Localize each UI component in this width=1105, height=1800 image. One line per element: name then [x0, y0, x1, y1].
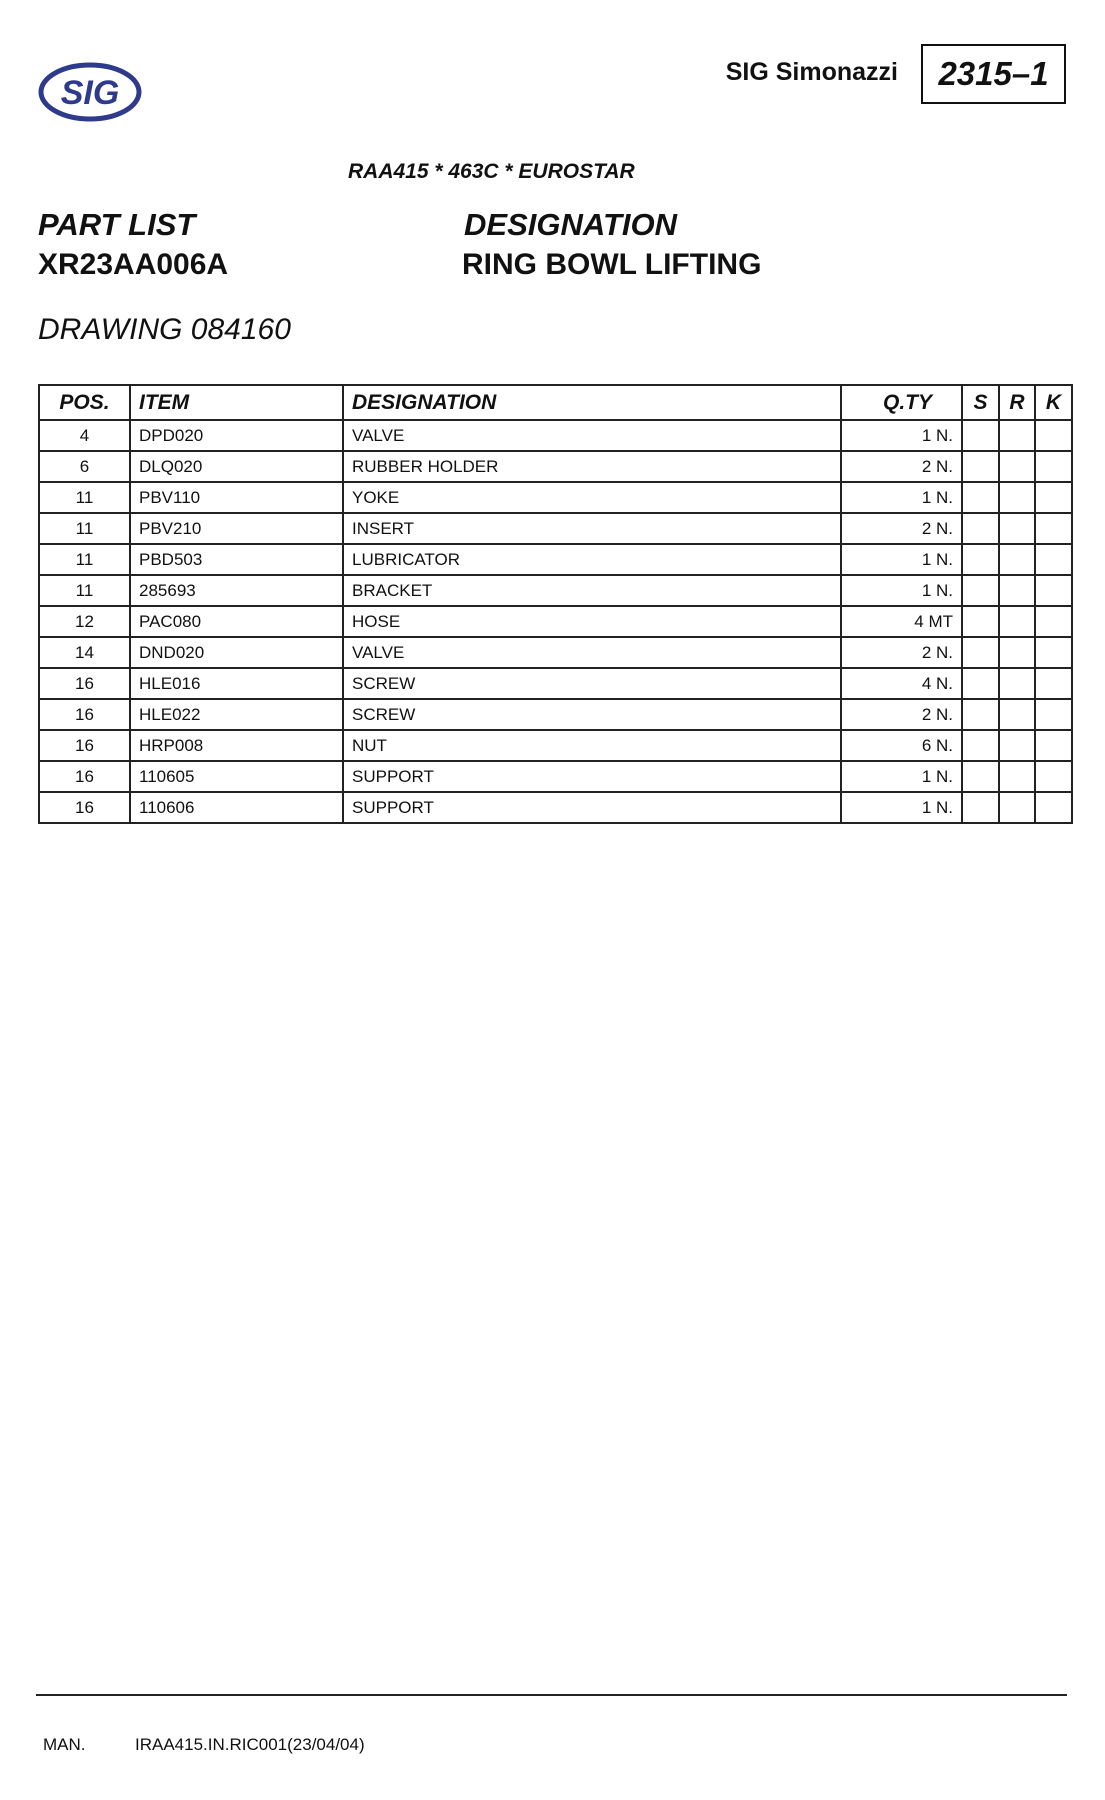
row-s: [962, 637, 999, 668]
row-pos: 14: [39, 637, 130, 668]
parts-table: [38, 384, 1073, 824]
row-designation: NUT: [343, 730, 841, 761]
row-r: [999, 606, 1035, 637]
row-s: [962, 544, 999, 575]
row-r: [999, 792, 1035, 823]
row-pos: 11: [39, 513, 130, 544]
row-pos: 11: [39, 544, 130, 575]
table-row: [39, 482, 1072, 513]
row-r: [999, 513, 1035, 544]
row-k: [1035, 668, 1072, 699]
header-designation: DESIGNATION: [343, 385, 841, 420]
row-item: PBV110: [130, 482, 343, 513]
row-qty: 6 N.: [841, 730, 962, 761]
row-pos: 4: [39, 420, 130, 451]
header-pos: POS.: [39, 385, 130, 420]
row-r: [999, 637, 1035, 668]
row-s: [962, 420, 999, 451]
row-r: [999, 451, 1035, 482]
row-qty: 4 N.: [841, 668, 962, 699]
row-designation: VALVE: [343, 637, 841, 668]
row-pos: 16: [39, 668, 130, 699]
part-list-label: PART LIST: [38, 207, 196, 242]
row-s: [962, 575, 999, 606]
row-qty: 1 N.: [841, 792, 962, 823]
header-qty: Q.TY: [841, 385, 962, 420]
table-row: [39, 730, 1072, 761]
row-s: [962, 730, 999, 761]
row-k: [1035, 792, 1072, 823]
row-qty: 1 N.: [841, 761, 962, 792]
designation-label: DESIGNATION: [464, 207, 677, 242]
sig-logo: [38, 62, 142, 122]
row-pos: 11: [39, 482, 130, 513]
row-pos: 11: [39, 575, 130, 606]
row-designation: YOKE: [343, 482, 841, 513]
row-k: [1035, 482, 1072, 513]
row-k: [1035, 730, 1072, 761]
row-item: 110605: [130, 761, 343, 792]
page-number: 2315–1: [921, 44, 1066, 104]
row-r: [999, 575, 1035, 606]
row-qty: 2 N.: [841, 699, 962, 730]
brand-name: SIG Simonazzi: [725, 58, 898, 86]
row-qty: 1 N.: [841, 575, 962, 606]
table-row: [39, 668, 1072, 699]
row-r: [999, 544, 1035, 575]
row-designation: INSERT: [343, 513, 841, 544]
header-s: S: [962, 385, 999, 420]
row-pos: 16: [39, 730, 130, 761]
row-qty: 2 N.: [841, 637, 962, 668]
sig-logo-text: SIG: [60, 74, 120, 112]
row-pos: 16: [39, 761, 130, 792]
row-k: [1035, 637, 1072, 668]
table-row: [39, 606, 1072, 637]
row-item: HLE016: [130, 668, 343, 699]
row-qty: 1 N.: [841, 420, 962, 451]
row-qty: 4 MT: [841, 606, 962, 637]
row-s: [962, 451, 999, 482]
row-item: 110606: [130, 792, 343, 823]
row-qty: 2 N.: [841, 451, 962, 482]
table-row: [39, 513, 1072, 544]
row-pos: 6: [39, 451, 130, 482]
row-item: DND020: [130, 637, 343, 668]
row-designation: HOSE: [343, 606, 841, 637]
row-designation: SCREW: [343, 699, 841, 730]
row-k: [1035, 544, 1072, 575]
table-header-row: [39, 385, 1072, 420]
row-s: [962, 513, 999, 544]
header-item: ITEM: [130, 385, 343, 420]
model-line: RAA415 * 463C * EUROSTAR: [348, 160, 635, 183]
table-row: [39, 544, 1072, 575]
row-designation: LUBRICATOR: [343, 544, 841, 575]
row-designation: BRACKET: [343, 575, 841, 606]
table-row: [39, 451, 1072, 482]
drawing-number: DRAWING 084160: [38, 313, 291, 346]
row-r: [999, 730, 1035, 761]
row-k: [1035, 420, 1072, 451]
row-r: [999, 699, 1035, 730]
row-s: [962, 761, 999, 792]
row-pos: 16: [39, 699, 130, 730]
row-k: [1035, 451, 1072, 482]
header-r: R: [999, 385, 1035, 420]
row-item: PBD503: [130, 544, 343, 575]
row-item: DLQ020: [130, 451, 343, 482]
row-pos: 12: [39, 606, 130, 637]
row-s: [962, 606, 999, 637]
row-s: [962, 668, 999, 699]
row-designation: RUBBER HOLDER: [343, 451, 841, 482]
part-designation: RING BOWL LIFTING: [462, 248, 762, 281]
row-k: [1035, 606, 1072, 637]
row-designation: VALVE: [343, 420, 841, 451]
row-item: 285693: [130, 575, 343, 606]
table-row: [39, 575, 1072, 606]
row-item: DPD020: [130, 420, 343, 451]
table-row: [39, 761, 1072, 792]
table-row: [39, 699, 1072, 730]
row-item: HLE022: [130, 699, 343, 730]
row-r: [999, 482, 1035, 513]
row-qty: 1 N.: [841, 544, 962, 575]
row-r: [999, 761, 1035, 792]
parts-table-body: [39, 420, 1072, 823]
row-s: [962, 792, 999, 823]
row-designation: SUPPORT: [343, 761, 841, 792]
row-s: [962, 482, 999, 513]
row-k: [1035, 513, 1072, 544]
footer-label: MAN.: [43, 1735, 86, 1754]
row-k: [1035, 761, 1072, 792]
table-row: [39, 792, 1072, 823]
row-pos: 16: [39, 792, 130, 823]
row-k: [1035, 699, 1072, 730]
row-qty: 2 N.: [841, 513, 962, 544]
row-qty: 1 N.: [841, 482, 962, 513]
row-item: PBV210: [130, 513, 343, 544]
row-s: [962, 699, 999, 730]
row-r: [999, 668, 1035, 699]
footer-reference: IRAA415.IN.RIC001(23/04/04): [135, 1735, 365, 1754]
row-r: [999, 420, 1035, 451]
row-designation: SUPPORT: [343, 792, 841, 823]
row-item: PAC080: [130, 606, 343, 637]
row-item: HRP008: [130, 730, 343, 761]
table-row: [39, 637, 1072, 668]
row-designation: SCREW: [343, 668, 841, 699]
row-k: [1035, 575, 1072, 606]
footer-rule: [36, 1694, 1067, 1696]
header-k: K: [1035, 385, 1072, 420]
part-code: XR23AA006A: [38, 248, 229, 281]
table-row: [39, 420, 1072, 451]
